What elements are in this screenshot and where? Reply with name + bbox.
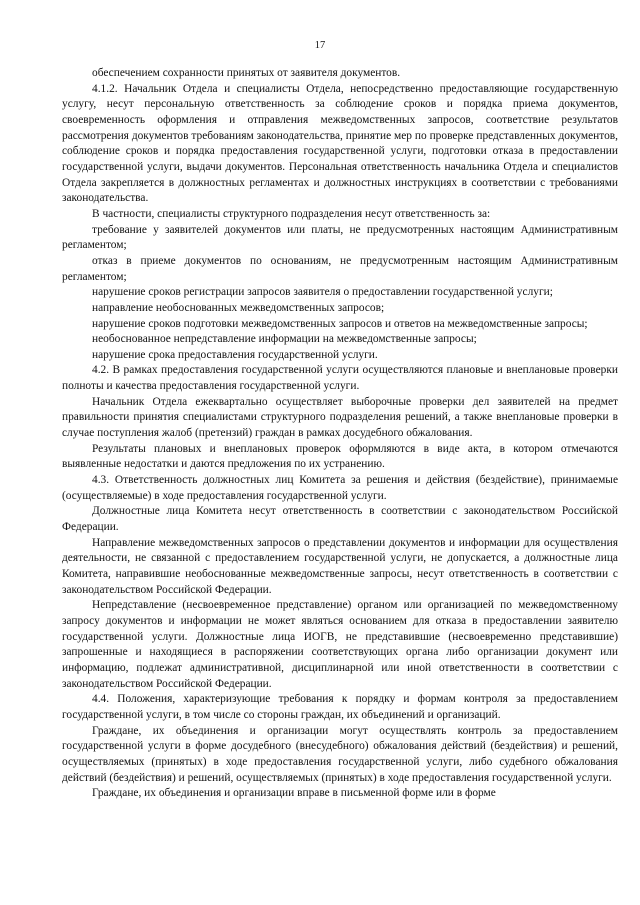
paragraph: Начальник Отдела ежеквартально осуществляет выборочные проверки дел заявителей на предмет правильности принятия специалистами структурного подразделения решений, а также внеплановые проверки в случае поступления жалоб (претензий) граждан в рамках досудебного обжалования. bbox=[62, 395, 618, 440]
page-number: 17 bbox=[314, 40, 326, 51]
paragraph: Непредставление (несвоевременное представление) органом или организацией по межведомственному запросу документов и информации не может являться основанием для отказа в предоставлении заявителю государственной услуги. Должностные лица ИОГВ, не представившие (несвоевременно представившие) запрошенные и находящиеся в распоряжении соответствующих органа либо организации документ или информацию, подлежат административной, дисциплинарной или иной ответственности в соответствии с законодательством Российской Федерации. bbox=[62, 599, 618, 690]
paragraph: 4.3. Ответственность должностных лиц Комитета за решения и действия (бездействие), принимаемые (осуществляемые) в ходе предоставления государственной услуги. bbox=[62, 474, 618, 502]
paragraph: 4.4. Положения, характеризующие требования к порядку и формам контроля за предоставлением государственной услуги, в том числе со стороны граждан, их объединений и организаций. bbox=[62, 693, 618, 721]
paragraph: 4.1.2. Начальник Отдела и специалисты Отдела, непосредственно предоставляющие государственную услугу, несут персональную ответственность за соблюдение сроков и порядка приема документов, своевременность оформления и отправления межведомственных запросов, соответствие результатов рассмотрения документов требованиям законодательства, принятие мер по проверке представленных документов, соблюдение сроков и порядка предоставления государственной услуги, подготовки отказа в предоставлении государственной услуги, выдачи документов. Персональная ответственность начальника Отдела и специалистов Отдела закрепляется в должностных регламентах и должностных инструкциях в соответствии с требованиями законодательства. bbox=[62, 82, 618, 205]
paragraph: необоснованное непредставление информации на межведомственные запросы; bbox=[92, 333, 477, 346]
paragraph: Граждане, их объединения и организации могут осуществлять контроль за предоставлением государственной услуги в форме досудебного (внесудебного) обжалования действий (бездействия) и решений, осуществляемых (принятых) в ходе предоставления государственной услуги, либо судебного обжалования действий (бездействия) и решений, осуществляемых (принятых) в ходе предоставления государственной услуги. bbox=[62, 724, 618, 784]
paragraph: обеспечением сохранности принятых от заявителя документов. bbox=[92, 67, 401, 79]
paragraph: нарушение сроков подготовки межведомственных запросов и ответов на межведомственные запросы; bbox=[92, 317, 588, 330]
paragraph: требование у заявителей документов или платы, не предусмотренных настоящим Административным регламентом; bbox=[62, 223, 618, 252]
document-body bbox=[62, 66, 618, 802]
paragraph: нарушение срока предоставления государственной услуги. bbox=[92, 348, 378, 361]
paragraph: отказ в приеме документов по основаниям, не предусмотренным настоящим Административным регламентом; bbox=[62, 254, 618, 283]
paragraph: Результаты плановых и внеплановых проверок оформляются в виде акта, в котором отмечаются выявленные недостатки и даются предложения по их устранению. bbox=[62, 442, 618, 471]
paragraph: В частности, специалисты структурного подразделения несут ответственность за: bbox=[92, 207, 491, 220]
paragraph: Граждане, их объединения и организации вправе в письменной форме или в форме bbox=[92, 787, 496, 800]
paragraph: нарушение сроков регистрации запросов заявителя о предоставлении государственной услуги; bbox=[92, 286, 553, 299]
paragraph: Направление межведомственных запросов о представлении документов и информации для осуществления деятельности, не связанной с предоставлением государственной услуги, не допускается, а должностные лица Комитета, направившие необоснованные межведомственные запросы, несут ответственность в соответствии с законодательством Российской Федерации. bbox=[62, 536, 618, 596]
paragraph: Должностные лица Комитета несут ответственность в соответствии с законодательством Российской Федерации. bbox=[62, 505, 618, 534]
paragraph: 4.2. В рамках предоставления государственной услуги осуществляются плановые и внеплановые проверки полноты и качества предоставления государственной услуги. bbox=[62, 364, 618, 393]
paragraph: направление необоснованных межведомственных запросов; bbox=[92, 301, 385, 314]
